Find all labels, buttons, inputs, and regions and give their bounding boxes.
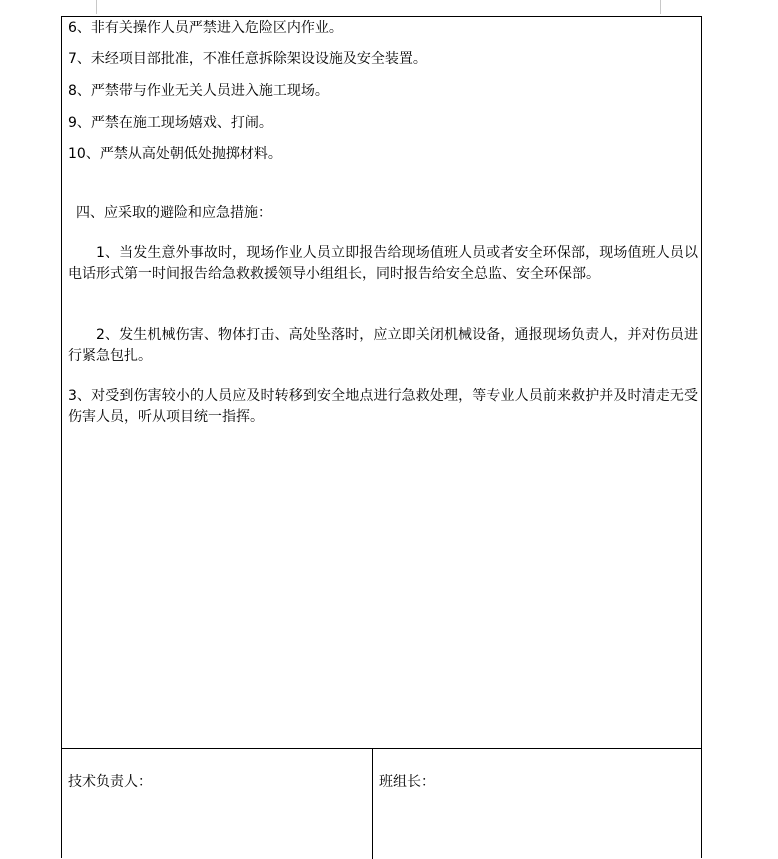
measure-paragraph: 3、对受到伤害较小的人员应及时转移到安全地点进行急救处理，等专业人员前来救护并及时清走无受伤害人员，听从项目统一指挥。 xyxy=(68,388,698,425)
rule-item: 6、非有关操作人员严禁进入危险区内作业。 xyxy=(68,20,343,36)
measure-paragraph: 2、发生机械伤害、物体打击、高处坠落时，应立即关闭机械设备，通报现场负责人，并对伤员进行紧急包扎。 xyxy=(68,327,698,364)
team-leader-label: 班组长： xyxy=(379,774,435,790)
rule-item: 8、严禁带与作业无关人员进入施工现场。 xyxy=(68,83,329,99)
section-title: 四、应采取的避险和应急措施： xyxy=(76,205,272,221)
rule-item: 9、严禁在施工现场嬉戏、打闹。 xyxy=(68,115,273,131)
measure-paragraph: 1、当发生意外事故时，现场作业人员立即报告给现场值班人员或者安全环保部，现场值班人员以电话形式第一时间报告给急救救援领导小组组长，同时报告给安全总监、安全环保部。 xyxy=(68,245,698,282)
content-cell xyxy=(62,17,701,749)
technical-lead-label: 技术负责人： xyxy=(68,774,152,790)
document-table xyxy=(61,16,702,858)
crop-mark-left xyxy=(96,0,97,14)
technical-lead-cell xyxy=(62,749,373,859)
rule-item: 10、严禁从高处朝低处抛掷材料。 xyxy=(68,146,282,162)
rule-item: 7、未经项目部批准，不准任意拆除架设设施及安全装置。 xyxy=(68,51,427,67)
team-leader-cell xyxy=(373,749,701,859)
crop-mark-right xyxy=(660,0,661,14)
